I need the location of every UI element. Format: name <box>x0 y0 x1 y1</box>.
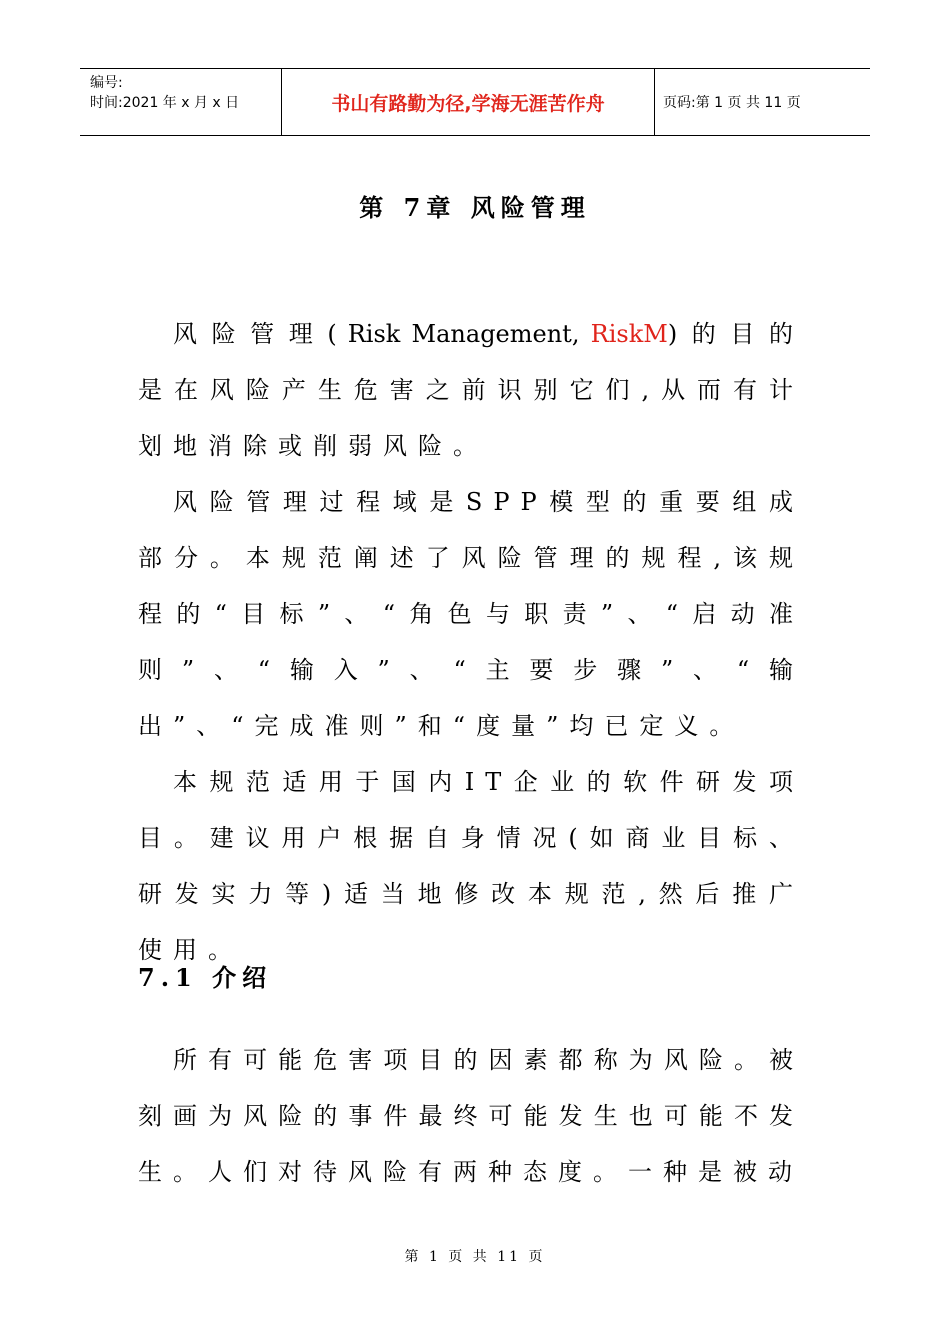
header-number-label: 编号: <box>90 75 123 91</box>
paragraph-risk-definition: 所有可能危害项目的因素都称为风险。被刻画为风险的事件最终可能发生也可能不发生。人们对待风险有两种态度。一种是被动 <box>138 1046 804 1186</box>
page-footer: 第 1 页 共 11 页 <box>404 1249 546 1265</box>
page-header <box>80 68 870 136</box>
header-date-label: 时间:2021 年 x 月 x 日 <box>90 95 240 111</box>
paragraph-scope: 本规范适用于国内IT企业的软件研发项目。建议用户根据自身情况(如商业目标、研发实力等)适当地修改本规范,然后推广使用。 <box>138 768 804 964</box>
riskm-abbreviation: RiskM <box>590 320 668 348</box>
paragraph-intro <box>138 306 804 474</box>
header-page-info: 页码:第 1 页 共 11 页 <box>663 95 801 111</box>
chapter-title: 第 7章 风险管理 <box>359 193 591 222</box>
header-motto: 书山有路勤为径,学海无涯苦作舟 <box>281 69 655 135</box>
paragraph-process-domain: 风险管理过程域是SPP模型的重要组成部分。本规范阐述了风险管理的规程,该规程的“目标”、“角色与职责”、“启动准则”、“输入”、“主要步骤”、“输出”、“完成准则”和“度量”均已定义。 <box>138 488 804 740</box>
p1-before: 风险管理( <box>173 320 348 348</box>
header-meta <box>80 69 281 135</box>
risk-management-term: Risk Management, <box>347 320 591 348</box>
section-title: 7.1 介绍 <box>138 963 273 992</box>
p1-after: )的目的是在风险产生危害之前识别它们,从而有计划地消除或削弱风险。 <box>138 320 804 460</box>
